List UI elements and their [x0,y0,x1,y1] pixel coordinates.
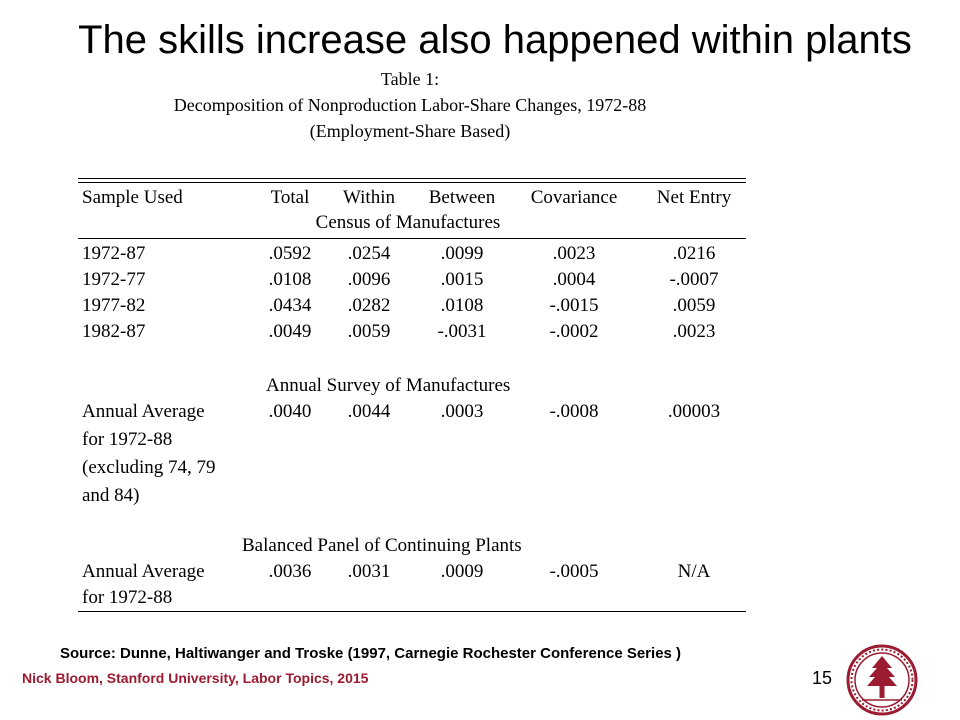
table-cell: -.0002 [549,321,599,342]
table-cell: -.0015 [549,295,599,316]
stanford-seal-icon [846,644,918,716]
table-cell: .0004 [552,269,596,290]
row-label: 1982-87 [82,321,146,342]
source-citation: Source: Dunne, Haltiwanger and Troske (1997, Carnegie Rochester Conference Series ) [60,645,682,662]
table-cell: .0036 [268,561,312,582]
table-cell: .0031 [347,561,391,582]
table-cell: .0023 [552,243,596,264]
row-label: for 1972-88 [82,429,173,450]
table-caption-line: Table 1: [380,69,440,89]
footer-credit: Nick Bloom, Stanford University, Labor Topics, 2015 [22,670,369,686]
table-cell: .0003 [440,401,484,422]
table-cell: .0096 [347,269,391,290]
table-caption-line: Decomposition of Nonproduction Labor-Share Changes, 1972-88 [173,95,647,115]
table-cell: .0059 [347,321,391,342]
table-top-rule [78,178,746,179]
section-title: Census of Manufactures [315,212,501,233]
section-title: Annual Survey of Manufactures [266,375,511,396]
table-cell: .0044 [347,401,391,422]
column-header-within: Within [342,187,395,208]
row-label: and 84) [82,485,140,506]
table-top-rule [78,182,746,183]
table-cell: .0009 [440,561,484,582]
table-cell: .0108 [440,295,484,316]
table-cell: .0282 [347,295,391,316]
table-cell: .0108 [268,269,312,290]
row-label: 1972-87 [82,243,146,264]
table-cell: N/A [677,561,711,582]
table-cell: .0015 [440,269,484,290]
row-label: (excluding 74, 79 [82,457,216,478]
table-cell: .0099 [440,243,484,264]
table-cell: -.0005 [549,561,599,582]
table-cell: .0254 [347,243,391,264]
table-cell: -.0008 [549,401,599,422]
row-label: Annual Average [82,561,205,582]
table-caption [90,66,730,144]
section-title: Balanced Panel of Continuing Plants [242,535,522,556]
table-cell: .0434 [268,295,312,316]
table-bottom-rule [78,611,746,612]
row-label: 1972-77 [82,269,146,290]
column-header-total: Total [270,187,310,208]
column-header-between: Between [428,187,496,208]
column-header-covariance: Covariance [530,187,618,208]
slide-title: The skills increase also happened within plants [78,18,912,62]
column-header-net-entry: Net Entry [656,187,732,208]
table-cell: .0040 [268,401,312,422]
table-cell: -.0007 [669,269,719,290]
table-cell: .0216 [672,243,716,264]
table-cell: .0049 [268,321,312,342]
table-cell: .00003 [667,401,721,422]
row-label: for 1972-88 [82,587,173,608]
table-caption-line: (Employment-Share Based) [309,121,511,141]
table-cell: -.0031 [437,321,487,342]
table-cell: .0023 [672,321,716,342]
row-label: Annual Average [82,401,205,422]
table-cell: .0059 [672,295,716,316]
table-cell: .0592 [268,243,312,264]
row-label: 1977-82 [82,295,146,316]
page-number: 15 [812,668,833,688]
table-rule [78,238,746,239]
column-header-sample: Sample Used [82,187,183,208]
